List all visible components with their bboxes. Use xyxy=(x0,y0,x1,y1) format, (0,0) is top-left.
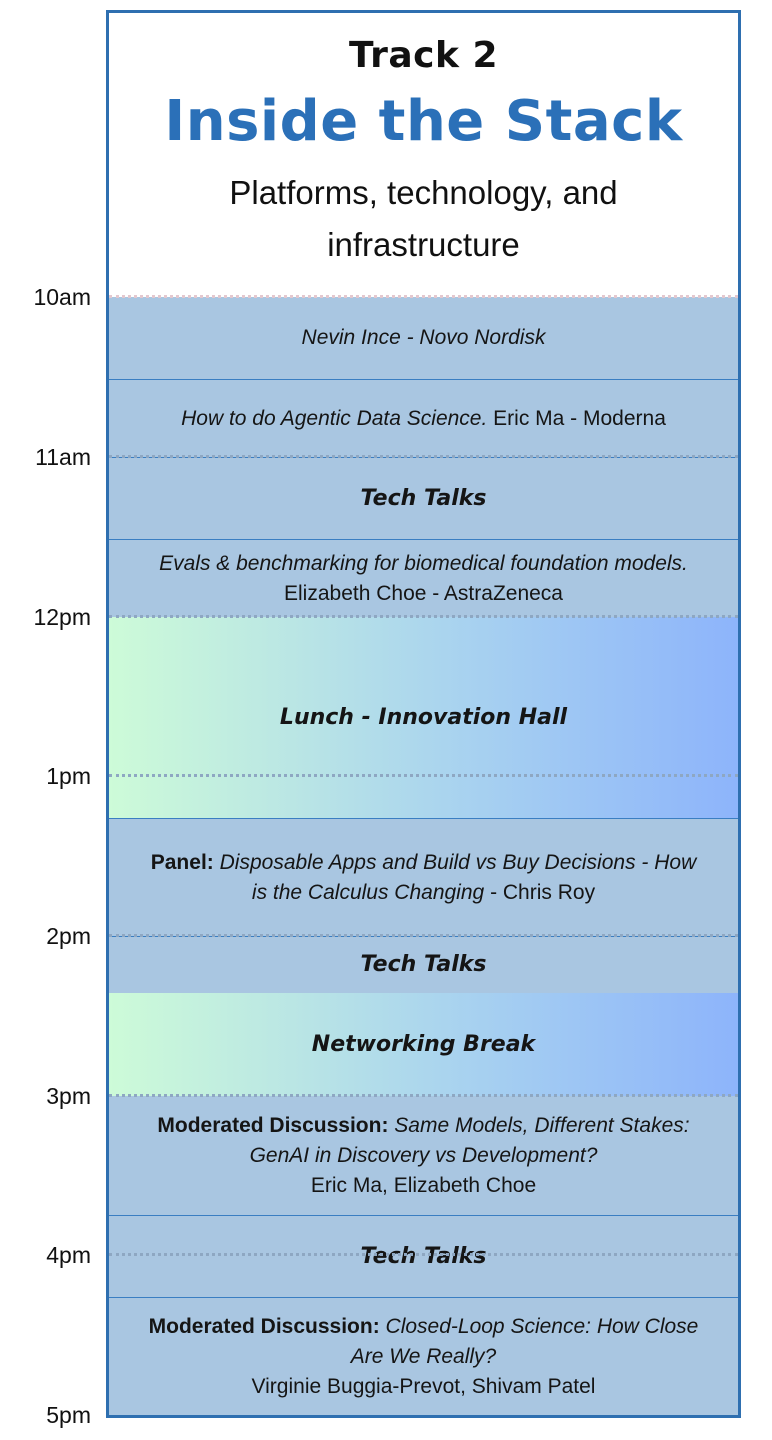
session-label: Lunch - Innovation Hall xyxy=(279,704,568,730)
session-evals-benchmarking xyxy=(109,539,738,617)
session-label: Networking Break xyxy=(311,1031,536,1057)
session-speaker: Elizabeth Choe - AstraZeneca xyxy=(284,581,563,605)
session-speaker: Nevin Ince - Novo Nordisk xyxy=(301,326,546,349)
session-title-line1: Same Models, Different Stakes: xyxy=(394,1113,690,1137)
track-number: Track 2 xyxy=(348,35,498,76)
session-speaker: Virginie Buggia-Prevot, Shivam Patel xyxy=(251,1374,596,1398)
hour-gridline-11am xyxy=(109,455,738,458)
session-speaker: - Chris Roy xyxy=(490,880,596,904)
session-speaker: Eric Ma - Moderna xyxy=(493,406,666,430)
session-nevin-ince xyxy=(109,297,738,379)
session-title: How to do Agentic Data Science. xyxy=(181,406,488,430)
time-label-10am: 10am xyxy=(33,284,91,310)
session-title-line1: Disposable Apps and Build vs Buy Decisions - How xyxy=(219,850,697,874)
session-text-line1 xyxy=(157,1111,689,1141)
session-prefix: Moderated Discussion: xyxy=(157,1113,389,1137)
time-label-5pm: 5pm xyxy=(46,1402,91,1428)
session-panel-disposable-apps xyxy=(109,818,738,936)
hour-gridline-1pm xyxy=(109,774,738,777)
session-tech-talks-3 xyxy=(109,1215,738,1297)
session-title-line2: is the Calculus Changing xyxy=(251,880,485,904)
session-title-line2: Are We Really? xyxy=(350,1344,497,1368)
hour-gridline-3pm xyxy=(109,1094,738,1097)
session-moderated-discussion-same-models xyxy=(109,1096,738,1215)
session-label: Tech Talks xyxy=(360,485,487,511)
session-label: Tech Talks xyxy=(360,952,487,977)
hour-gridline-10am xyxy=(109,295,738,298)
session-agentic-data-science xyxy=(109,379,738,457)
session-title-line2: GenAI in Discovery vs Development? xyxy=(249,1143,598,1167)
hour-gridline-2pm xyxy=(109,934,738,937)
session-text-line1 xyxy=(149,1312,699,1342)
session-networking-break xyxy=(109,993,738,1096)
time-label-4pm: 4pm xyxy=(46,1242,91,1268)
session-moderated-discussion-closed-loop xyxy=(109,1297,738,1415)
session-title-line1: Closed-Loop Science: How Close xyxy=(385,1314,699,1338)
track-title: Inside the Stack xyxy=(164,89,683,154)
session-prefix: Moderated Discussion: xyxy=(148,1314,380,1338)
track-header xyxy=(109,13,738,297)
session-text-line1 xyxy=(151,848,697,878)
time-label-1pm: 1pm xyxy=(46,763,91,789)
session-text xyxy=(181,404,666,434)
hour-gridline-12pm xyxy=(109,615,738,618)
time-label-3pm: 3pm xyxy=(46,1083,91,1109)
session-lunch xyxy=(109,617,738,818)
hour-gridline-4pm xyxy=(109,1253,738,1256)
time-label-12pm: 12pm xyxy=(33,604,91,630)
session-prefix: Panel: xyxy=(150,850,214,874)
schedule-track-column xyxy=(106,10,741,1418)
session-text-line2 xyxy=(252,878,595,908)
session-title: Evals & benchmarking for biomedical foundation models. xyxy=(159,551,688,575)
session-label: Tech Talks xyxy=(360,1243,487,1269)
session-tech-talks-2 xyxy=(109,936,738,993)
session-speaker: Eric Ma, Elizabeth Choe xyxy=(310,1173,537,1197)
session-tech-talks-1 xyxy=(109,457,738,539)
time-label-11am: 11am xyxy=(35,444,91,470)
time-label-2pm: 2pm xyxy=(46,923,91,949)
track-subtitle: Platforms, technology, and infrastructure xyxy=(229,174,618,263)
